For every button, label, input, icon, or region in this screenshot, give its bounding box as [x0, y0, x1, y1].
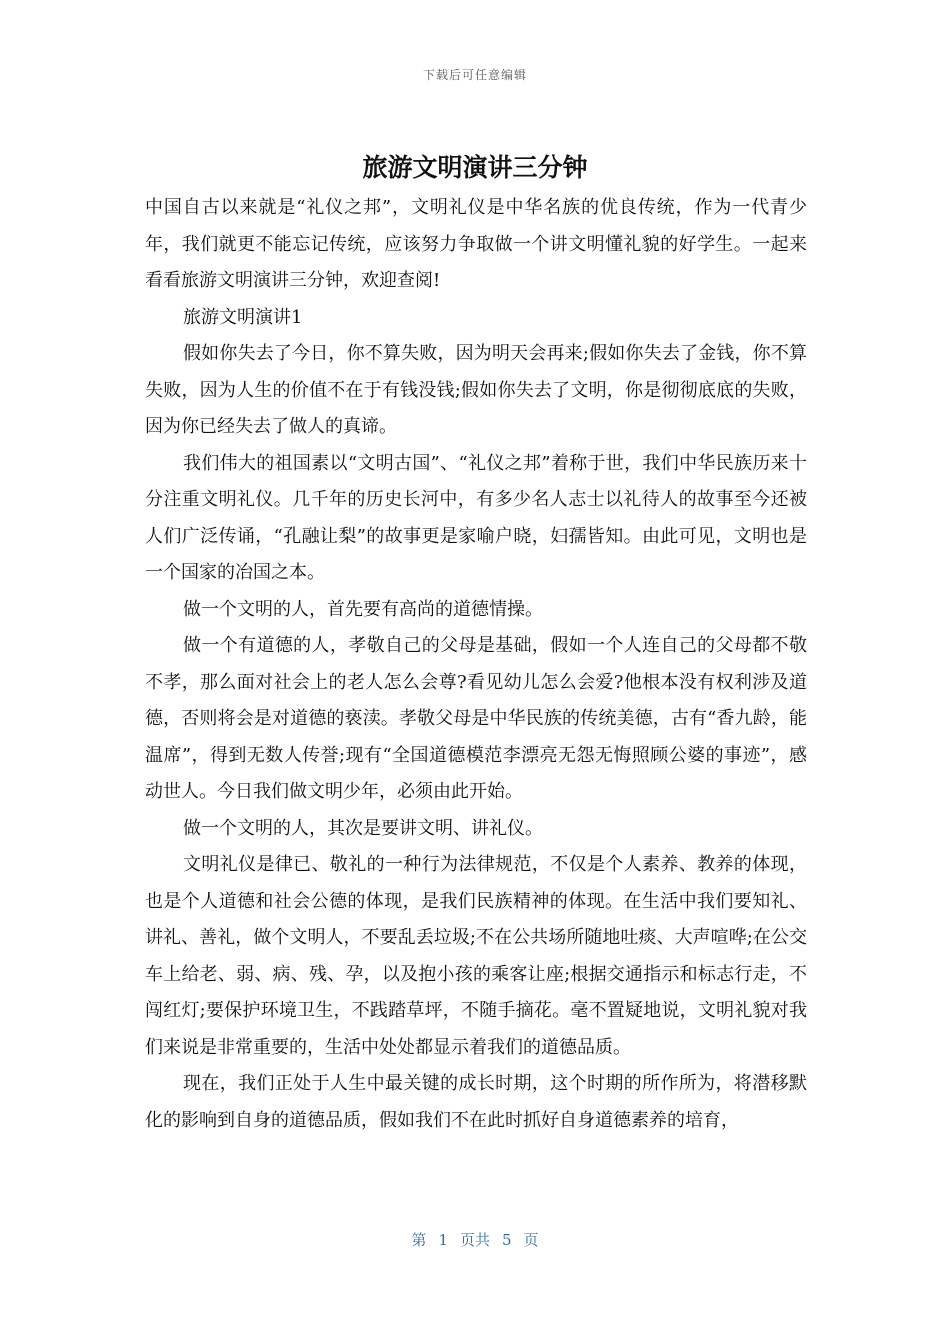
intro-paragraph: 中国自古以来就是“礼仪之邦”，文明礼仪是中华名族的优良传统，作为一代青少年，我们就更不能忘记传统，应该努力争取做一个讲文明懂礼貌的好学生。一起来看看旅游文明演讲三分钟，欢迎查阅! [145, 197, 807, 291]
body-paragraph: 文明礼仪是律已、敬礼的一种行为法律规范，不仅是个人素养、教养的体现，也是个人道德和社会公德的体现，是我们民族精神的体现。在生活中我们要知礼、讲礼、善礼，做个文明人，不要乱丢垃圾;不在公共场所随地吐痰、大声喧哗;在公交车上给老、弱、病、残、孕，以及抱小孩的乘客让座;根据交通指示和标志行走，不闯红灯;要保护环境卫生，不践踏草坪，不随手摘花。毫不置疑地说，文明礼貌对我们来说是非常重要的，生活中处处都显示着我们的道德品质。 [145, 854, 807, 1058]
body-paragraph: 现在，我们正处于人生中最关键的成长时期，这个时期的所作所为，将潜移默化的影响到自身的道德品质，假如我们不在此时抓好自身道德素养的培育， [145, 1073, 807, 1131]
footer-middle: 页共 [459, 1231, 490, 1249]
body-paragraph: 我们伟大的祖国素以“文明古国”、“礼仪之邦”着称于世，我们中华民族历来十分注重文明礼仪。几千年的历史长河中，有多少名人志士以礼待人的故事至今还被人们广泛传诵，“孔融让梨”的故事更是家喻户晓，妇孺皆知。由此可见，文明也是一个国家的冶国之本。 [145, 452, 807, 583]
body-paragraph: 假如你失去了今日，你不算失败，因为明天会再来;假如你失去了金钱，你不算失败，因为人生的价值不在于有钱没钱;假如你失去了文明，你是彻彻底底的失败，因为你已经失去了做人的真谛。 [145, 343, 807, 437]
document-title: 旅游文明演讲三分钟 [362, 153, 588, 182]
document-body [145, 190, 807, 1139]
footer-current-page: 1 [438, 1231, 448, 1249]
footer-suffix: 页 [523, 1231, 539, 1249]
header-note: 下载后可任意编辑 [422, 68, 527, 82]
body-paragraph: 做一个文明的人，其次是要讲文明、讲礼仪。 [183, 817, 543, 839]
body-paragraph: 做一个文明的人，首先要有高尚的道德情操。 [183, 598, 543, 620]
section-heading: 旅游文明演讲1 [183, 306, 303, 328]
body-paragraph: 做一个有道德的人，孝敬自己的父母是基础，假如一个人连自己的父母都不敬不孝，那么面对社会上的老人怎么会尊?看见幼儿怎么会爱?他根本没有权利涉及道德，否则将会是对道德的亵渎。孝敬父母是中华民族的传统美德，古有“香九龄，能温席”，得到无数人传誉;现有“全国道德模范李漂亮无怨无悔照顾公婆的事迹”，感动世人。今日我们做文明少年，必须由此开始。 [145, 635, 807, 802]
footer-prefix: 第 [411, 1231, 427, 1249]
page-footer [0, 1229, 950, 1250]
footer-total-pages: 5 [502, 1231, 512, 1249]
